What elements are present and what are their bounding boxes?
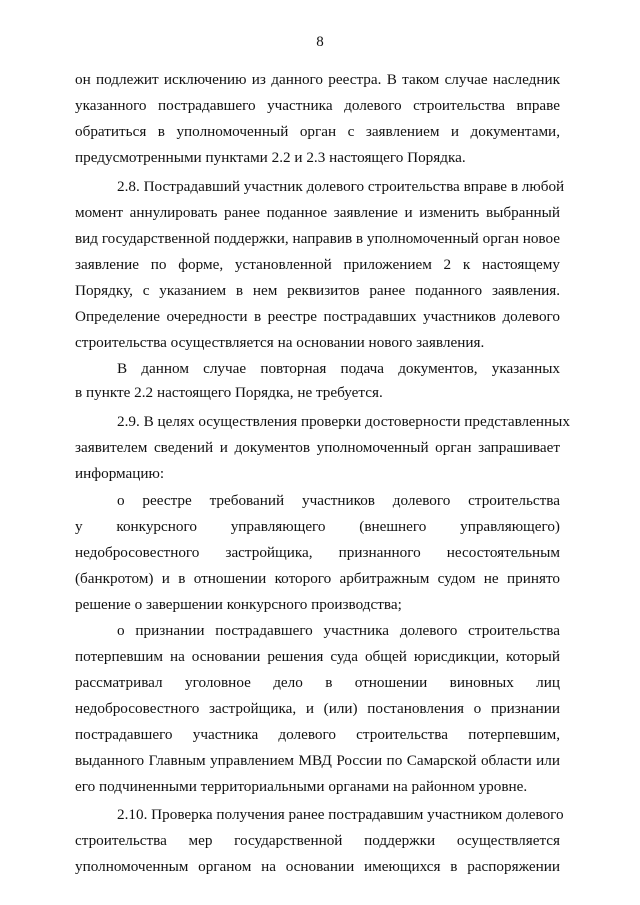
text-line: обратиться в уполномоченный орган с заявлением и документами, <box>75 123 560 140</box>
text-line: выданного Главным управлением МВД России по Самарской области или <box>75 752 560 769</box>
text-line: его подчиненными территориальными органами на районном уровне. <box>75 778 528 795</box>
text-line: 2.9. В целях осуществления проверки достоверности представленных <box>117 413 570 430</box>
text-line: в пункте 2.2 настоящего Порядка, не требуется. <box>75 384 383 401</box>
text-line: В данном случае повторная подача документов, указанных <box>117 360 560 377</box>
text-line: уполномоченным органом на основании имеющихся в распоряжении <box>75 858 560 875</box>
text-line: пострадавшего участника долевого строительства потерпевшим, <box>75 726 560 743</box>
text-line: недобросовестного застройщика, и (или) постановления о признании <box>75 700 560 717</box>
text-line: (банкротом) и в отношении которого арбитражным судом не принято <box>75 570 560 587</box>
text-line: он подлежит исключению из данного реестра. В таком случае наследник <box>75 71 560 88</box>
text-line: у конкурсного управляющего (внешнего управляющего) <box>75 518 560 535</box>
text-line: строительства мер государственной поддержки осуществляется <box>75 832 560 849</box>
text-line: 2.10. Проверка получения ранее пострадавшим участником долевого <box>117 806 564 823</box>
text-line: момент аннулировать ранее поданное заявление и изменить выбранный <box>75 204 560 221</box>
text-line: потерпевшим на основании решения суда общей юрисдикции, который <box>75 648 560 665</box>
page-number: 8 <box>316 34 324 50</box>
text-line: Порядку, с указанием в нем реквизитов ранее поданного заявления. <box>75 282 560 299</box>
text-line: рассматривал уголовное дело в отношении виновных лиц <box>75 674 560 691</box>
text-line: заявление по форме, установленной приложением 2 к настоящему <box>75 256 560 273</box>
text-line: указанного пострадавшего участника долевого строительства вправе <box>75 97 560 114</box>
text-line: о признании пострадавшего участника долевого строительства <box>117 622 560 639</box>
text-line: вид государственной поддержки, направив в уполномоченный орган новое <box>75 230 560 247</box>
text-line: о реестре требований участников долевого строительства <box>117 492 560 509</box>
text-line: 2.8. Пострадавший участник долевого строительства вправе в любой <box>117 178 565 195</box>
text-line: заявителем сведений и документов уполномоченный орган запрашивает <box>75 439 560 456</box>
text-line: недобросовестного застройщика, признанного несостоятельным <box>75 544 560 561</box>
text-line: предусмотренными пунктами 2.2 и 2.3 настоящего Порядка. <box>75 149 466 166</box>
text-line: решение о завершении конкурсного производства; <box>75 596 402 613</box>
text-line: Определение очередности в реестре пострадавших участников долевого <box>75 308 560 325</box>
text-line: информацию: <box>75 465 165 482</box>
text-line: строительства осуществляется на основании нового заявления. <box>75 334 485 351</box>
